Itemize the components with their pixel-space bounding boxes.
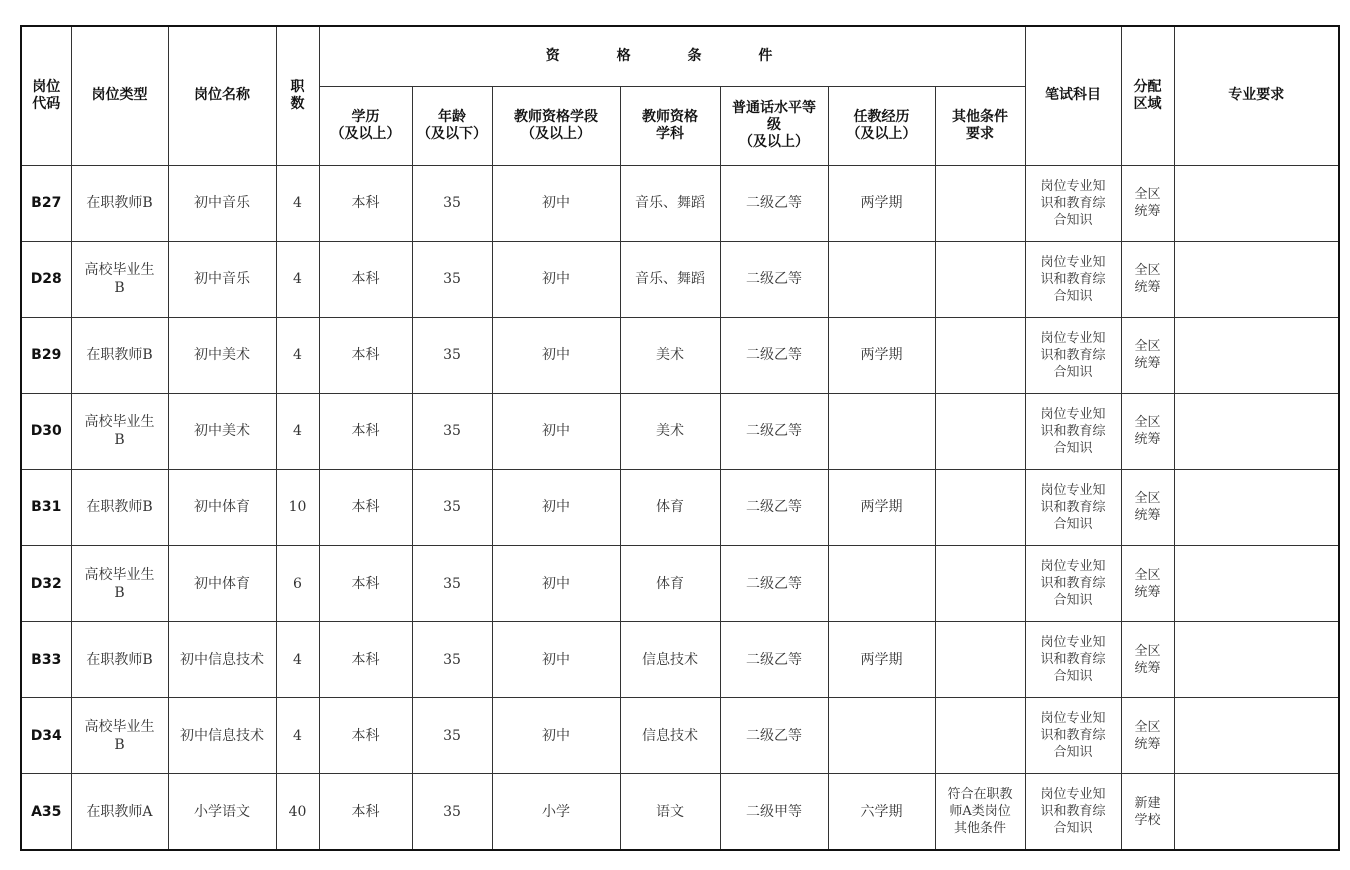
cell-teaching-experience: 两学期: [828, 622, 935, 698]
cell-age: 35: [412, 622, 492, 698]
cell-cert-subject: 体育: [620, 469, 720, 545]
table-row: [21, 546, 1339, 622]
cell-count: 4: [276, 698, 319, 774]
cell-region: 全区 统筹: [1121, 317, 1174, 393]
cell-name: 小学语文: [168, 774, 276, 850]
cell-count: 4: [276, 241, 319, 317]
table-header: [21, 26, 1339, 165]
cell-region: 新建 学校: [1121, 774, 1174, 850]
table-row: [21, 774, 1339, 850]
cell-teaching-experience: 两学期: [828, 165, 935, 241]
cell-code: B27: [21, 165, 71, 241]
cell-name: 初中音乐: [168, 165, 276, 241]
cell-code: D34: [21, 698, 71, 774]
cell-major: [1174, 698, 1339, 774]
cell-code: D28: [21, 241, 71, 317]
cell-type: 在职教师B: [71, 469, 168, 545]
header-education: 学历 （及以上）: [319, 86, 412, 165]
cell-cert-stage: 初中: [492, 698, 620, 774]
table-row: [21, 241, 1339, 317]
cell-major: [1174, 774, 1339, 850]
cell-region: 全区 统筹: [1121, 469, 1174, 545]
cell-code: B31: [21, 469, 71, 545]
cell-cert-stage: 初中: [492, 317, 620, 393]
cell-name: 初中信息技术: [168, 698, 276, 774]
cell-code: B29: [21, 317, 71, 393]
cell-name: 初中信息技术: [168, 622, 276, 698]
cell-education: 本科: [319, 546, 412, 622]
cell-exam: 岗位专业知 识和教育综 合知识: [1025, 165, 1121, 241]
cell-other-conditions: [935, 546, 1025, 622]
cell-teaching-experience: [828, 393, 935, 469]
cell-mandarin-level: 二级乙等: [720, 165, 828, 241]
cell-name: 初中美术: [168, 393, 276, 469]
cell-teaching-experience: 两学期: [828, 469, 935, 545]
header-cert-stage: 教师资格学段 （及以上）: [492, 86, 620, 165]
cell-age: 35: [412, 469, 492, 545]
table-body: [21, 165, 1339, 850]
cell-cert-stage: 初中: [492, 622, 620, 698]
cell-cert-stage: 初中: [492, 241, 620, 317]
cell-name: 初中音乐: [168, 241, 276, 317]
cell-age: 35: [412, 546, 492, 622]
table-row: [21, 317, 1339, 393]
cell-count: 4: [276, 165, 319, 241]
header-cert-subject: 教师资格 学科: [620, 86, 720, 165]
header-qualification-group: 资 格 条 件: [319, 26, 1025, 86]
header-mandarin-level: 普通话水平等 级 （及以上）: [720, 86, 828, 165]
cell-major: [1174, 165, 1339, 241]
cell-exam: 岗位专业知 识和教育综 合知识: [1025, 317, 1121, 393]
cell-count: 4: [276, 393, 319, 469]
header-name: 岗位名称: [168, 26, 276, 165]
cell-teaching-experience: [828, 698, 935, 774]
cell-major: [1174, 469, 1339, 545]
cell-count: 40: [276, 774, 319, 850]
cell-teaching-experience: [828, 546, 935, 622]
cell-cert-subject: 体育: [620, 546, 720, 622]
table-row: [21, 698, 1339, 774]
cell-other-conditions: [935, 469, 1025, 545]
cell-region: 全区 统筹: [1121, 241, 1174, 317]
cell-count: 6: [276, 546, 319, 622]
cell-region: 全区 统筹: [1121, 165, 1174, 241]
cell-teaching-experience: [828, 241, 935, 317]
header-count: 职 数: [276, 26, 319, 165]
table-row: [21, 165, 1339, 241]
cell-age: 35: [412, 165, 492, 241]
cell-major: [1174, 393, 1339, 469]
cell-cert-stage: 初中: [492, 546, 620, 622]
table-row: [21, 393, 1339, 469]
cell-education: 本科: [319, 241, 412, 317]
cell-cert-subject: 美术: [620, 393, 720, 469]
cell-major: [1174, 546, 1339, 622]
cell-cert-stage: 初中: [492, 393, 620, 469]
job-requirements-table: [20, 25, 1340, 851]
cell-type: 高校毕业生 B: [71, 393, 168, 469]
cell-other-conditions: [935, 165, 1025, 241]
cell-major: [1174, 241, 1339, 317]
cell-education: 本科: [319, 393, 412, 469]
header-major: 专业要求: [1174, 26, 1339, 165]
cell-mandarin-level: 二级乙等: [720, 317, 828, 393]
cell-exam: 岗位专业知 识和教育综 合知识: [1025, 698, 1121, 774]
cell-code: D32: [21, 546, 71, 622]
cell-cert-subject: 美术: [620, 317, 720, 393]
cell-region: 全区 统筹: [1121, 622, 1174, 698]
cell-code: D30: [21, 393, 71, 469]
header-code: 岗位 代码: [21, 26, 71, 165]
cell-cert-subject: 信息技术: [620, 698, 720, 774]
cell-mandarin-level: 二级乙等: [720, 469, 828, 545]
cell-cert-subject: 音乐、舞蹈: [620, 241, 720, 317]
cell-teaching-experience: 六学期: [828, 774, 935, 850]
cell-cert-stage: 小学: [492, 774, 620, 850]
cell-cert-subject: 信息技术: [620, 622, 720, 698]
cell-type: 高校毕业生 B: [71, 546, 168, 622]
cell-education: 本科: [319, 698, 412, 774]
cell-education: 本科: [319, 774, 412, 850]
cell-name: 初中体育: [168, 546, 276, 622]
cell-mandarin-level: 二级乙等: [720, 622, 828, 698]
cell-age: 35: [412, 317, 492, 393]
cell-region: 全区 统筹: [1121, 393, 1174, 469]
cell-name: 初中美术: [168, 317, 276, 393]
cell-type: 在职教师B: [71, 317, 168, 393]
cell-education: 本科: [319, 622, 412, 698]
cell-age: 35: [412, 393, 492, 469]
cell-other-conditions: [935, 622, 1025, 698]
cell-education: 本科: [319, 469, 412, 545]
cell-mandarin-level: 二级乙等: [720, 546, 828, 622]
header-other-conditions: 其他条件 要求: [935, 86, 1025, 165]
cell-exam: 岗位专业知 识和教育综 合知识: [1025, 622, 1121, 698]
header-age: 年龄 （及以下）: [412, 86, 492, 165]
cell-code: A35: [21, 774, 71, 850]
cell-cert-stage: 初中: [492, 165, 620, 241]
cell-count: 4: [276, 622, 319, 698]
cell-exam: 岗位专业知 识和教育综 合知识: [1025, 774, 1121, 850]
cell-other-conditions: [935, 241, 1025, 317]
cell-exam: 岗位专业知 识和教育综 合知识: [1025, 241, 1121, 317]
cell-count: 4: [276, 317, 319, 393]
cell-type: 在职教师A: [71, 774, 168, 850]
cell-count: 10: [276, 469, 319, 545]
cell-type: 在职教师B: [71, 622, 168, 698]
cell-region: 全区 统筹: [1121, 546, 1174, 622]
header-teaching-experience: 任教经历 （及以上）: [828, 86, 935, 165]
cell-major: [1174, 622, 1339, 698]
cell-teaching-experience: 两学期: [828, 317, 935, 393]
cell-other-conditions: [935, 393, 1025, 469]
cell-other-conditions: [935, 698, 1025, 774]
cell-education: 本科: [319, 165, 412, 241]
header-type: 岗位类型: [71, 26, 168, 165]
cell-major: [1174, 317, 1339, 393]
cell-region: 全区 统筹: [1121, 698, 1174, 774]
cell-type: 高校毕业生 B: [71, 241, 168, 317]
cell-type: 高校毕业生 B: [71, 698, 168, 774]
cell-age: 35: [412, 774, 492, 850]
cell-cert-stage: 初中: [492, 469, 620, 545]
cell-exam: 岗位专业知 识和教育综 合知识: [1025, 393, 1121, 469]
cell-name: 初中体育: [168, 469, 276, 545]
cell-type: 在职教师B: [71, 165, 168, 241]
cell-cert-subject: 音乐、舞蹈: [620, 165, 720, 241]
cell-age: 35: [412, 241, 492, 317]
table-row: [21, 622, 1339, 698]
cell-education: 本科: [319, 317, 412, 393]
cell-cert-subject: 语文: [620, 774, 720, 850]
table-row: [21, 469, 1339, 545]
header-region: 分配 区域: [1121, 26, 1174, 165]
cell-code: B33: [21, 622, 71, 698]
header-exam: 笔试科目: [1025, 26, 1121, 165]
cell-mandarin-level: 二级甲等: [720, 774, 828, 850]
cell-age: 35: [412, 698, 492, 774]
cell-other-conditions: 符合在职教 师A类岗位 其他条件: [935, 774, 1025, 850]
cell-other-conditions: [935, 317, 1025, 393]
cell-exam: 岗位专业知 识和教育综 合知识: [1025, 469, 1121, 545]
cell-mandarin-level: 二级乙等: [720, 241, 828, 317]
cell-exam: 岗位专业知 识和教育综 合知识: [1025, 546, 1121, 622]
cell-mandarin-level: 二级乙等: [720, 698, 828, 774]
cell-mandarin-level: 二级乙等: [720, 393, 828, 469]
